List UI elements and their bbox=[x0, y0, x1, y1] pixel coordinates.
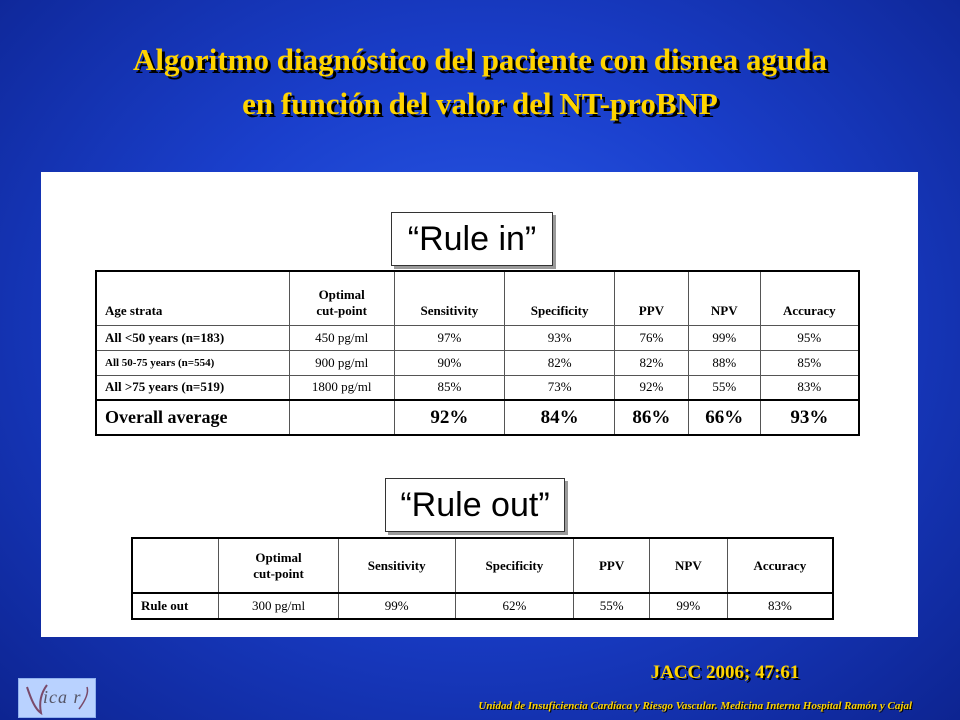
ppv-cell: 82% bbox=[615, 350, 689, 375]
table-row bbox=[96, 350, 859, 375]
header-specificity: Specificity bbox=[505, 271, 615, 325]
title-line-1: Algoritmo diagnóstico del paciente con disnea aguda bbox=[132, 42, 828, 77]
header-sensitivity: Sensitivity bbox=[338, 538, 455, 593]
header-npv: NPV bbox=[649, 538, 727, 593]
table-row bbox=[132, 593, 833, 619]
overall-average-row bbox=[96, 400, 859, 435]
sensitivity-cell: 99% bbox=[338, 593, 455, 619]
header-sensitivity: Sensitivity bbox=[394, 271, 505, 325]
npv-cell: 66% bbox=[688, 400, 760, 435]
specificity-cell: 73% bbox=[505, 375, 615, 400]
accuracy-cell: 85% bbox=[760, 350, 859, 375]
sensitivity-cell: 90% bbox=[394, 350, 505, 375]
title-line-2: en función del valor del NT-proBNP bbox=[242, 86, 718, 121]
accuracy-cell: 83% bbox=[760, 375, 859, 400]
age-cell: All <50 years (n=183) bbox=[96, 325, 289, 350]
table-row bbox=[96, 375, 859, 400]
npv-cell: 88% bbox=[688, 350, 760, 375]
cutpoint-cell bbox=[289, 400, 394, 435]
cutpoint-cell: 450 pg/ml bbox=[289, 325, 394, 350]
npv-cell: 55% bbox=[688, 375, 760, 400]
header-optimal-cutpoint: Optimal cut-point bbox=[289, 271, 394, 325]
header-npv: NPV bbox=[688, 271, 760, 325]
rule-out-label-cell: Rule out bbox=[132, 593, 219, 619]
specificity-cell: 82% bbox=[505, 350, 615, 375]
footer-credit: Unidad de Insuficiencia Cardíaca y Riesgo Vascular. Medicina Interna Hospital Ramón y Cajal bbox=[478, 700, 912, 712]
sensitivity-cell: 92% bbox=[394, 400, 505, 435]
rule-in-label: “Rule in” bbox=[391, 212, 553, 266]
header-ppv: PPV bbox=[615, 271, 689, 325]
sensitivity-cell: 97% bbox=[394, 325, 505, 350]
specificity-cell: 84% bbox=[505, 400, 615, 435]
ppv-cell: 55% bbox=[574, 593, 650, 619]
reference-citation: JACC 2006; 47:61 bbox=[650, 662, 800, 683]
npv-cell: 99% bbox=[688, 325, 760, 350]
page-title bbox=[0, 38, 960, 126]
rule-in-table bbox=[95, 270, 860, 436]
accuracy-cell: 83% bbox=[727, 593, 833, 619]
rule-out-table bbox=[131, 537, 834, 620]
specificity-cell: 93% bbox=[505, 325, 615, 350]
table-header-row bbox=[96, 271, 859, 325]
table-header-row bbox=[132, 538, 833, 593]
cutpoint-cell: 900 pg/ml bbox=[289, 350, 394, 375]
npv-cell: 99% bbox=[649, 593, 727, 619]
header-accuracy: Accuracy bbox=[760, 271, 859, 325]
sensitivity-cell: 85% bbox=[394, 375, 505, 400]
header-age-strata: Age strata bbox=[96, 271, 289, 325]
logo-text: ica r bbox=[43, 687, 82, 707]
specificity-cell: 62% bbox=[455, 593, 574, 619]
header-optimal-cutpoint: Optimal cut-point bbox=[219, 538, 339, 593]
header-specificity: Specificity bbox=[455, 538, 574, 593]
ppv-cell: 86% bbox=[615, 400, 689, 435]
average-label: Overall average bbox=[96, 400, 289, 435]
table-row bbox=[96, 325, 859, 350]
ppv-cell: 92% bbox=[615, 375, 689, 400]
header-ppv: PPV bbox=[574, 538, 650, 593]
header-accuracy: Accuracy bbox=[727, 538, 833, 593]
cutpoint-cell: 1800 pg/ml bbox=[289, 375, 394, 400]
accuracy-cell: 93% bbox=[760, 400, 859, 435]
accuracy-cell: 95% bbox=[760, 325, 859, 350]
rule-out-label: “Rule out” bbox=[385, 478, 565, 532]
cutpoint-cell: 300 pg/ml bbox=[219, 593, 339, 619]
ppv-cell: 76% bbox=[615, 325, 689, 350]
content-panel bbox=[41, 172, 918, 637]
icar-logo-icon bbox=[18, 678, 96, 718]
header-empty bbox=[132, 538, 219, 593]
age-cell: All >75 years (n=519) bbox=[96, 375, 289, 400]
age-cell: All 50-75 years (n=554) bbox=[96, 350, 289, 375]
